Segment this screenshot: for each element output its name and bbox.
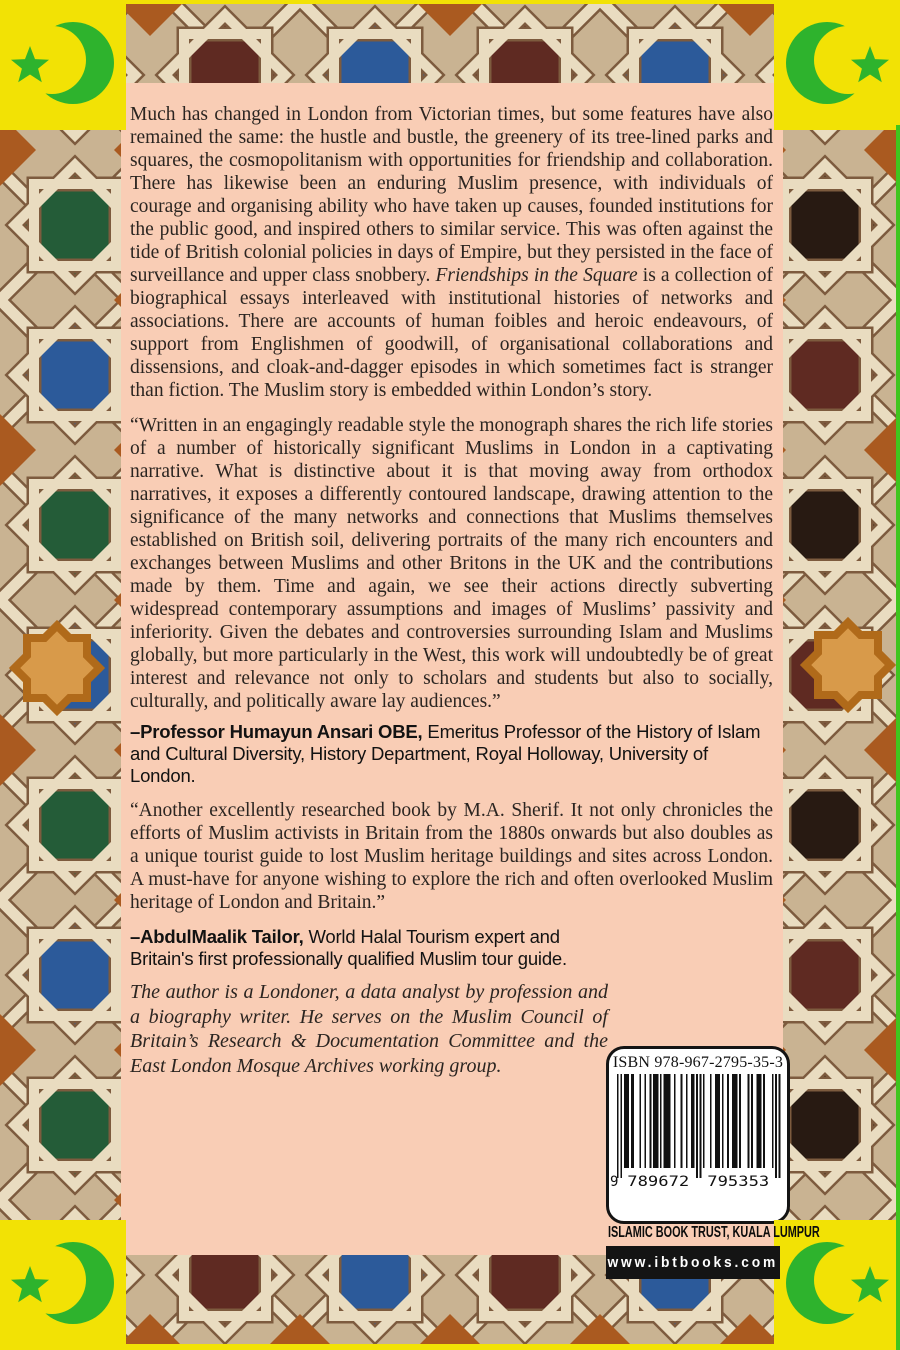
bottom-yellow-edge: [0, 1344, 900, 1350]
reviewer-2-title: World Halal Tourism expert and Britain's first professionally qualified Muslim tour guide.: [130, 926, 567, 969]
website-bar: [606, 1246, 780, 1279]
right-green-edge: [896, 125, 900, 1350]
reviewer-2-name: –AbdulMaalik Tailor,: [130, 926, 304, 947]
review-quote-1: “Written in an engagingly readable style the monograph shares the rich life stories of a number of historically significant Muslims in London in a captivating narrative. What is distinctive about it is that moving away from orthodox narratives, it exposes a differently contoured landscape, drawing attention to the significance of the many networks and connections that Muslims themselves established on British soil, delivering portraits of the many rich encounters and exchanges between Muslims and other Britons in the UK and the contributions made by them. Time and again, we see their actions directly subverting widespread contemporary assumptions and images of Muslims’ passivity and inferiority. Given the debates and controversies surrounding Islam and Muslims globally, but more particularly in the West, this work will undoubtedly be of great interest and relevance not only to scholars and students but also to socially, culturally, and politically aware lay audiences.”: [130, 415, 773, 712]
synopsis-paragraph: [130, 103, 773, 402]
author-bio: The author is a Londoner, a data analyst by profession and a biography writer. He serves on the Muslim Council of Britain’s Research & Documentation Committee and the East London Mosque Archives working group.: [130, 981, 608, 1077]
svg-text:789672: 789672: [627, 1174, 690, 1190]
book-title-italic: Friendships in the Square: [435, 265, 638, 286]
review-1-attribution: [130, 721, 773, 787]
crescent-star-icon: [0, 1220, 126, 1350]
review-quote-2: “Another excellently researched book by M.A. Sherif. It not only chronicles the efforts of Muslim activists in Britain from the 1880s onwards but also doubles as a unique tourist guide to lost Muslim heritage buildings and sites across London. A must-have for anyone wishing to explore the rich and often overlooked Muslim heritage of London and Britain.”: [130, 800, 773, 913]
svg-text:9: 9: [610, 1174, 619, 1190]
top-yellow-edge: [0, 0, 900, 4]
ean13-barcode: [610, 1074, 786, 1190]
reviewer-1-title: Emeritus Professor of the History of Islam and Cultural Diversity, History Department, Royal Holloway, University of London.: [130, 721, 761, 786]
crescent-star-icon: [774, 0, 900, 130]
gold-star-medallion-left: [9, 620, 105, 716]
reviewer-1-name: –Professor Humayun Ansari OBE,: [130, 721, 423, 742]
svg-text:795353: 795353: [707, 1174, 770, 1190]
publisher-name: ISLAMIC BOOK TRUST, KUALA LUMPUR: [608, 1224, 820, 1241]
crescent-star-icon: [0, 0, 126, 130]
isbn-barcode-box: [606, 1046, 790, 1224]
isbn-number: ISBN 978-967-2795-35-3: [612, 1054, 784, 1071]
review-2-attribution: [130, 926, 600, 970]
gold-star-medallion-right: [800, 617, 896, 713]
website-url: www.ibtbooks.com: [607, 1254, 779, 1271]
synopsis-text-before: Much has changed in London from Victorian times, but some features have also remained the same: the hustle and bustle, the greenery of its tree-lined parks and squares, the cosmopolitanism with opportunities for friendship and collaboration. There has likewise been an enduring Muslim presence, with individuals of courage and organising ability who have taken up causes, founded institutions for the public good, and inspired others to similar service. This was often against the tide of British colonial policies in days of Empire, but they persisted in the face of surveillance and upper class snobbery.: [130, 104, 773, 286]
synopsis-text-after: is a collection of biographical essays interleaved with institutional histories of networks and associations. There are accounts of human foibles and heroic endeavours, of support from Englishmen of goodwill, of organisational collaborations and dissensions, and cloak-and-dagger episodes in which sometimes fact is stranger than fiction. The Muslim story is embedded within London’s story.: [130, 265, 773, 401]
